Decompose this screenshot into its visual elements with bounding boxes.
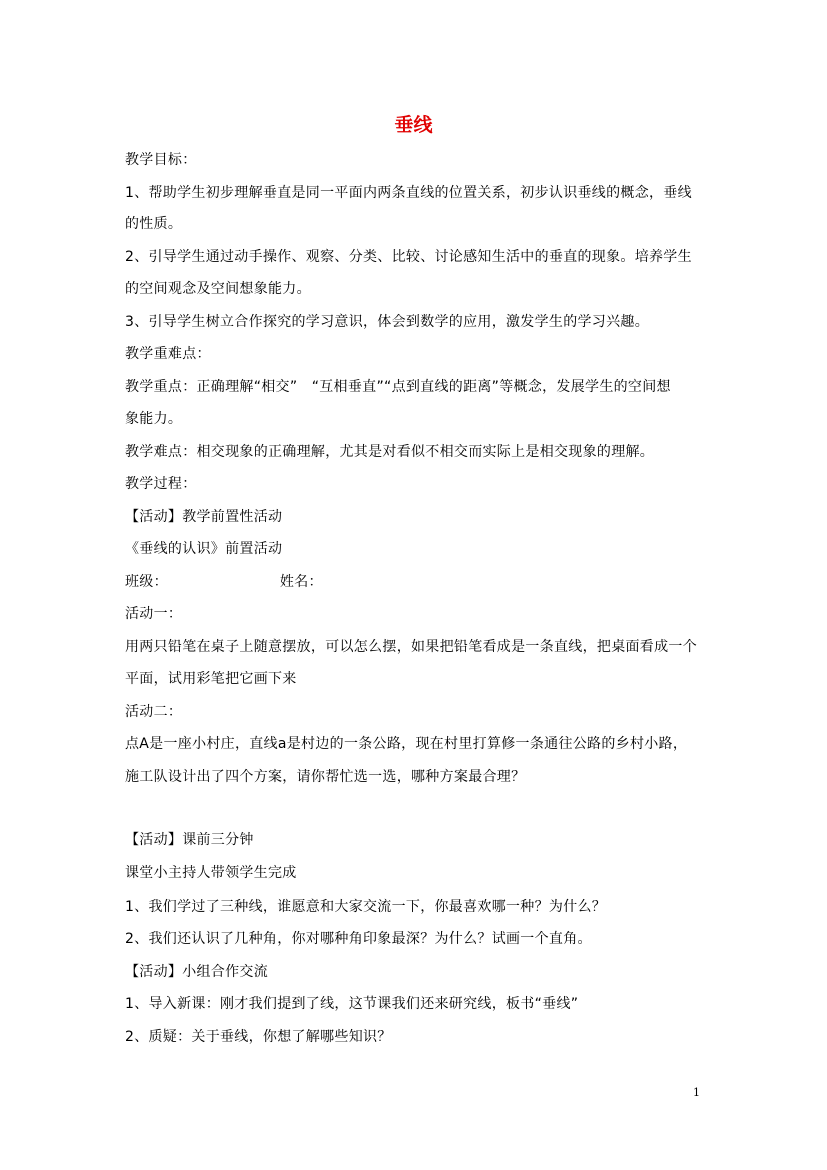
activity-two-label: 活动二： [125,704,183,720]
objectives-heading: 教学目标： [125,152,197,168]
objective-3: 3、引导学生树立合作探究的学习意识，体会到数学的应用，激发学生的学习兴趣。 [125,314,650,330]
activity-2-title: 【活动】课前三分钟 [125,832,254,848]
activity-one-label: 活动一： [125,606,183,622]
question-1: 1、我们学过了三种线，谁愿意和大家交流一下，你最喜欢哪一种？为什么？ [125,899,607,915]
step-2: 2、质疑：关于垂线，你想了解哪些知识？ [125,1029,392,1045]
key-points-heading: 教学重难点： [125,346,211,362]
activity-one-line-1: 用两只铅笔在桌子上随意摆放，可以怎么摆，如果把铅笔看成是一条直线，把桌面看成一个 [125,639,697,655]
objective-1-line-2: 的性质。 [125,216,183,232]
page-number: 1 [693,1086,700,1099]
question-2: 2、我们还认识了几种角，你对哪种角印象最深？为什么？试画一个直角。 [125,931,592,947]
objective-2-line-2: 的空间观念及空间想象能力。 [125,281,311,297]
process-heading: 教学过程： [125,476,197,492]
class-label: 班级： [125,574,168,590]
page-title: 垂线 [394,114,433,136]
class-name-row [125,572,715,592]
activity-one-line-2: 平面，试用彩笔把它画下来 [125,671,297,687]
objective-1-line-1: 1、帮助学生初步理解垂直是同一平面内两条直线的位置关系，初步认识垂线的概念，垂线 [125,185,692,201]
activity-1-title: 【活动】教学前置性活动 [125,509,283,525]
difficulty: 教学难点：相交现象的正确理解，尤其是对看似不相交而实际上是相交现象的理解。 [125,444,655,460]
name-label: 姓名： [279,574,323,590]
activity-3-title: 【活动】小组合作交流 [125,964,268,980]
focus-line-2: 象能力。 [125,411,183,427]
focus-line-1: 教学重点：正确理解“相交” “互相垂直”“点到直线的距离”等概念，发展学生的空间想 [125,379,671,395]
objective-2-line-1: 2、引导学生通过动手操作、观察、分类、比较、讨论感知生活中的垂直的现象。培养学生 [125,249,692,265]
host-line: 课堂小主持人带领学生完成 [125,865,297,881]
pre-activity-title: 《垂线的认识》前置活动 [125,541,283,557]
activity-two-line-1: 点A是一座小村庄，直线a是村边的一条公路，现在村里打算修一条通往公路的乡村小路， [125,736,688,752]
activity-two-line-2: 施工队设计出了四个方案，请你帮忙选一选，哪种方案最合理？ [125,769,526,785]
step-1: 1、导入新课：刚才我们提到了线，这节课我们还来研究线，板书“垂线” [125,996,579,1012]
